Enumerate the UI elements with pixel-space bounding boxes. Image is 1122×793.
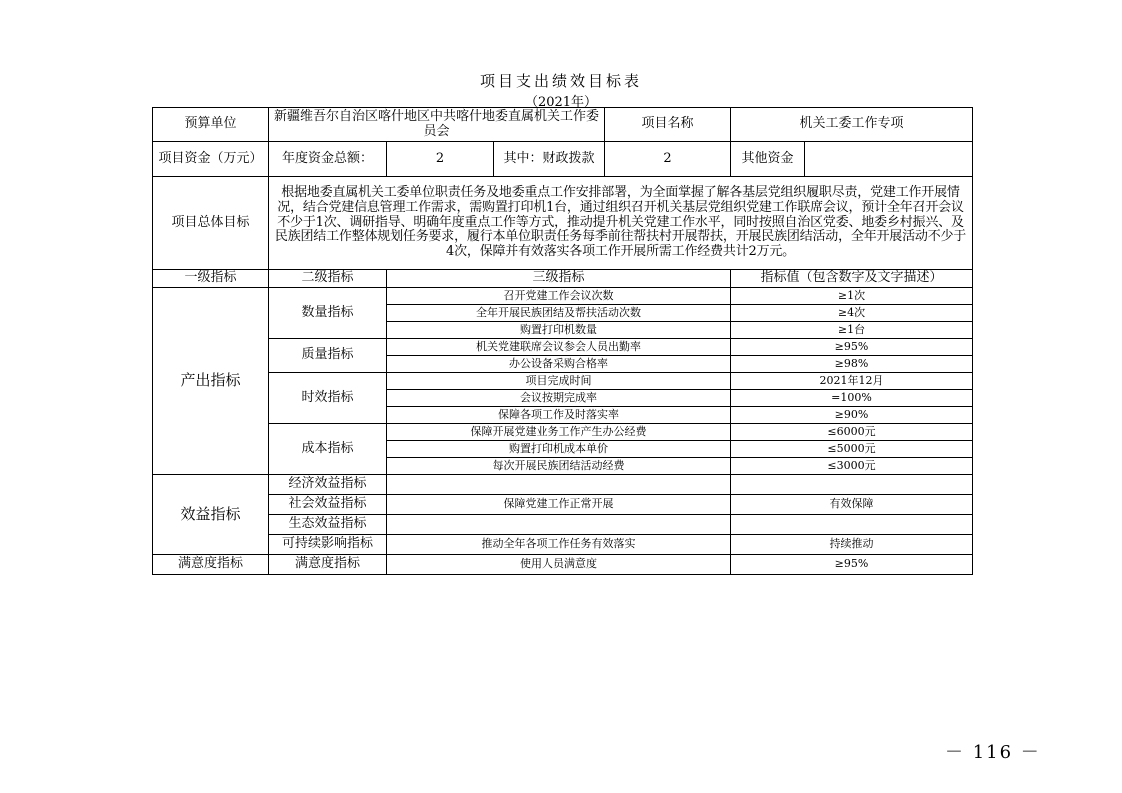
indicator-name: 购置打印机数量 — [387, 322, 731, 339]
indicator-value: =100% — [731, 390, 973, 407]
indicator-value: ≥95% — [731, 339, 973, 356]
ecological-benefit-label: 生态效益指标 — [269, 515, 387, 535]
indicator-name: 推动全年各项工作任务有效落实 — [387, 535, 731, 555]
sustainable-impact-label: 可持续影响指标 — [269, 535, 387, 555]
indicator-name: 机关党建联席会议参会人员出勤率 — [387, 339, 731, 356]
column-header-row — [153, 270, 973, 288]
indicator-value: ≥1次 — [731, 288, 973, 305]
goal-text: 根据地委直属机关工委单位职责任务及地委重点工作安排部署，为全面掌握了解各基层党组织履职尽责，党建工作开展情况，结合党建信息管理工作需求，需购置打印机1台，通过组织召开机关基层党组织党建工作联席会议，预计全年召开会议不少于1次、调研指导、明确年度重点工作等方式，推动提升机关党建工作水平，同时按照自治区党委、地委乡村振兴、及民族团结工作整体规划任务要求，履行本单位职责任务每季前往帮扶村开展帮扶，开展民族团结活动，全年开展活动不少于4次，保障并有效落实各项工作开展所需工作经费共计2万元。 — [269, 177, 973, 270]
indicator-name: 会议按期完成率 — [387, 390, 731, 407]
table-row — [153, 535, 973, 555]
indicator-value: 持续推动 — [731, 535, 973, 555]
header-row-funds — [153, 142, 973, 177]
goal-row — [153, 177, 973, 270]
goal-label: 项目总体目标 — [153, 177, 269, 270]
table-row — [153, 288, 973, 305]
col-level3-header: 三级指标 — [387, 270, 731, 288]
fiscal-label: 其中：财政拨款 — [494, 142, 605, 177]
indicator-name: 使用人员满意度 — [387, 555, 731, 575]
indicator-value: ≥4次 — [731, 305, 973, 322]
annual-total-value: 2 — [387, 142, 494, 177]
indicator-name: 保障各项工作及时落实率 — [387, 407, 731, 424]
indicator-value: 有效保障 — [731, 495, 973, 515]
indicator-name: 保障党建工作正常开展 — [387, 495, 731, 515]
indicator-value: 2021年12月 — [731, 373, 973, 390]
timeliness-indicator-label: 时效指标 — [269, 373, 387, 424]
indicator-value: ≥90% — [731, 407, 973, 424]
indicator-name: 每次开展民族团结活动经费 — [387, 458, 731, 475]
indicator-value: ≥98% — [731, 356, 973, 373]
indicator-value: ≥1台 — [731, 322, 973, 339]
indicator-value: ≤5000元 — [731, 441, 973, 458]
indicator-name: 保障开展党建业务工作产生办公经费 — [387, 424, 731, 441]
indicator-name: 全年开展民族团结及帮扶活动次数 — [387, 305, 731, 322]
table-row — [153, 475, 973, 495]
benefit-indicator-label: 效益指标 — [153, 475, 269, 555]
header-row-budget-unit — [153, 108, 973, 142]
cost-indicator-label: 成本指标 — [269, 424, 387, 475]
other-funds-value — [805, 142, 973, 177]
indicator-name: 召开党建工作会议次数 — [387, 288, 731, 305]
indicator-value: ≤6000元 — [731, 424, 973, 441]
table-row — [153, 424, 973, 441]
table-row — [153, 495, 973, 515]
indicator-name — [387, 475, 731, 495]
col-level2-header: 二级指标 — [269, 270, 387, 288]
page-number: － 116 － — [945, 742, 1041, 763]
project-name-label: 项目名称 — [605, 108, 731, 142]
quantity-indicator-label: 数量指标 — [269, 288, 387, 339]
budget-unit-value: 新疆维吾尔自治区喀什地区中共喀什地委直属机关工作委员会 — [269, 108, 605, 142]
satisfaction-indicator-label: 满意度指标 — [153, 555, 269, 575]
table-row — [153, 555, 973, 575]
output-indicator-label: 产出指标 — [153, 288, 269, 475]
page-subtitle-year: （2021年） — [524, 95, 598, 110]
economic-benefit-label: 经济效益指标 — [269, 475, 387, 495]
fund-label: 项目资金（万元） — [153, 142, 269, 177]
project-name-value: 机关工委工作专项 — [731, 108, 973, 142]
indicator-name: 购置打印机成本单价 — [387, 441, 731, 458]
indicator-value: ≥95% — [731, 555, 973, 575]
annual-total-label: 年度资金总额： — [269, 142, 387, 177]
indicator-name: 项目完成时间 — [387, 373, 731, 390]
table-row — [153, 515, 973, 535]
indicator-value — [731, 515, 973, 535]
quality-indicator-label: 质量指标 — [269, 339, 387, 373]
col-level1-header: 一级指标 — [153, 270, 269, 288]
table-row — [153, 339, 973, 356]
satisfaction-sub-label: 满意度指标 — [269, 555, 387, 575]
indicator-value — [731, 475, 973, 495]
col-value-header: 指标值（包含数字及文字描述） — [731, 270, 973, 288]
other-funds-label: 其他资金 — [731, 142, 805, 177]
indicator-name: 办公设备采购合格率 — [387, 356, 731, 373]
page-title: 项目支出绩效目标表 — [479, 72, 642, 90]
table-row — [153, 373, 973, 390]
social-benefit-label: 社会效益指标 — [269, 495, 387, 515]
indicator-name — [387, 515, 731, 535]
indicator-value: ≤3000元 — [731, 458, 973, 475]
fiscal-value: 2 — [605, 142, 731, 177]
budget-unit-label: 预算单位 — [153, 108, 269, 142]
performance-target-table — [152, 107, 973, 575]
